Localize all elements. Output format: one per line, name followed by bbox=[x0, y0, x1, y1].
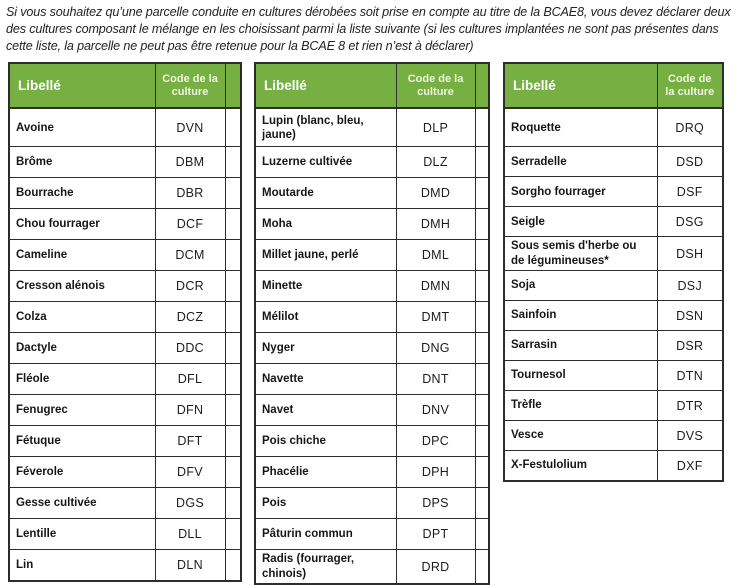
crop-code: DGS bbox=[155, 488, 225, 519]
crop-code: DMN bbox=[396, 271, 475, 302]
table-row bbox=[504, 207, 723, 237]
spacer-cell bbox=[225, 519, 241, 550]
table-row bbox=[255, 333, 489, 364]
crop-code: DFT bbox=[155, 426, 225, 457]
table-row bbox=[255, 147, 489, 178]
table-row bbox=[9, 426, 241, 457]
table-row bbox=[255, 178, 489, 209]
crop-label: Roquette bbox=[504, 108, 657, 147]
crop-label: Vesce bbox=[504, 421, 657, 451]
spacer-cell bbox=[225, 550, 241, 582]
header-row bbox=[504, 63, 723, 108]
crop-label: Fléole bbox=[9, 364, 155, 395]
spacer-cell bbox=[225, 488, 241, 519]
spacer-cell bbox=[225, 178, 241, 209]
crop-label: Radis (fourrager, chinois) bbox=[255, 550, 396, 584]
crop-code: DLL bbox=[155, 519, 225, 550]
crop-codes-table-1 bbox=[8, 62, 242, 582]
table-row bbox=[9, 550, 241, 582]
table-row bbox=[9, 333, 241, 364]
column-header-spacer bbox=[225, 63, 241, 108]
table-row bbox=[255, 240, 489, 271]
crop-label: Minette bbox=[255, 271, 396, 302]
crop-label: Chou fourrager bbox=[9, 209, 155, 240]
table-row bbox=[504, 361, 723, 391]
crop-label: Gesse cultivée bbox=[9, 488, 155, 519]
column-header-code: Code de la culture bbox=[396, 63, 475, 108]
spacer-cell bbox=[225, 457, 241, 488]
crop-code: DNV bbox=[396, 395, 475, 426]
crop-label: Cresson alénois bbox=[9, 271, 155, 302]
crop-codes-table-3 bbox=[503, 62, 724, 482]
table-row bbox=[504, 451, 723, 482]
column-header-code: Code de la culture bbox=[657, 63, 723, 108]
crop-label: Luzerne cultivée bbox=[255, 147, 396, 178]
table-row bbox=[9, 457, 241, 488]
table-row bbox=[504, 301, 723, 331]
table-row bbox=[9, 488, 241, 519]
spacer-cell bbox=[475, 240, 489, 271]
crop-label: Cameline bbox=[9, 240, 155, 271]
crop-label: Seigle bbox=[504, 207, 657, 237]
spacer-cell bbox=[225, 240, 241, 271]
spacer-cell bbox=[225, 333, 241, 364]
table-row bbox=[9, 178, 241, 209]
crop-code: DCZ bbox=[155, 302, 225, 333]
table-row bbox=[9, 147, 241, 178]
crop-label: Avoine bbox=[9, 108, 155, 147]
table-row bbox=[255, 550, 489, 584]
spacer-cell bbox=[225, 209, 241, 240]
crop-code: DRQ bbox=[657, 108, 723, 147]
table-row bbox=[255, 302, 489, 333]
crop-code: DPT bbox=[396, 519, 475, 550]
column-header-code: Code de la culture bbox=[155, 63, 225, 108]
table-row bbox=[255, 426, 489, 457]
table-row bbox=[255, 271, 489, 302]
crop-code: DMD bbox=[396, 178, 475, 209]
spacer-cell bbox=[475, 426, 489, 457]
spacer-cell bbox=[225, 302, 241, 333]
crop-label: Moha bbox=[255, 209, 396, 240]
spacer-cell bbox=[225, 395, 241, 426]
crop-code: DLZ bbox=[396, 147, 475, 178]
crop-code: DPC bbox=[396, 426, 475, 457]
spacer-cell bbox=[475, 178, 489, 209]
crop-label: Navette bbox=[255, 364, 396, 395]
crop-code: DCR bbox=[155, 271, 225, 302]
table-row bbox=[9, 108, 241, 147]
intro-text: Si vous souhaitez qu’une parcelle conduite en cultures dérobées soit prise en compte au titre de la BCAE8, vous devez déclarer deux des cultures composant le mélange en les choisissant parmi la liste suivante (si les cultures implantées ne sont pas présentes dans cette liste, la parcelle ne peut pas être retenue pour la BCAE 8 et rien n’est à déclarer) bbox=[6, 5, 731, 54]
spacer-cell bbox=[225, 108, 241, 147]
table-row bbox=[9, 240, 241, 271]
crop-label: Mélilot bbox=[255, 302, 396, 333]
spacer-cell bbox=[475, 333, 489, 364]
spacer-cell bbox=[225, 426, 241, 457]
crop-label: Lin bbox=[9, 550, 155, 582]
crop-label: Soja bbox=[504, 271, 657, 301]
table-row bbox=[9, 395, 241, 426]
crop-label: Moutarde bbox=[255, 178, 396, 209]
crop-label: Lupin (blanc, bleu, jaune) bbox=[255, 108, 396, 147]
spacer-cell bbox=[225, 147, 241, 178]
crop-code: DCF bbox=[155, 209, 225, 240]
crop-code: DCM bbox=[155, 240, 225, 271]
table-row bbox=[504, 147, 723, 177]
crop-label: Millet jaune, perlé bbox=[255, 240, 396, 271]
crop-label: Colza bbox=[9, 302, 155, 333]
spacer-cell bbox=[225, 364, 241, 395]
table-row bbox=[255, 488, 489, 519]
header-row bbox=[255, 63, 489, 108]
crop-code: DMT bbox=[396, 302, 475, 333]
spacer-cell bbox=[475, 488, 489, 519]
table-row bbox=[9, 519, 241, 550]
table-row bbox=[504, 331, 723, 361]
table-row bbox=[9, 271, 241, 302]
spacer-cell bbox=[475, 550, 489, 584]
crop-code: DSN bbox=[657, 301, 723, 331]
crop-code: DSH bbox=[657, 237, 723, 271]
table-row bbox=[9, 209, 241, 240]
table-row bbox=[504, 391, 723, 421]
crop-label: Phacélie bbox=[255, 457, 396, 488]
spacer-cell bbox=[475, 364, 489, 395]
crop-code: DDC bbox=[155, 333, 225, 364]
table-row bbox=[504, 177, 723, 207]
crop-code: DVN bbox=[155, 108, 225, 147]
table-row bbox=[255, 395, 489, 426]
crop-label: Fenugrec bbox=[9, 395, 155, 426]
crop-code: DBM bbox=[155, 147, 225, 178]
table-row bbox=[9, 364, 241, 395]
table-row bbox=[255, 108, 489, 147]
spacer-cell bbox=[475, 271, 489, 302]
crop-label: Nyger bbox=[255, 333, 396, 364]
crop-label: Sainfoin bbox=[504, 301, 657, 331]
spacer-cell bbox=[475, 147, 489, 178]
crop-code: DNG bbox=[396, 333, 475, 364]
header-row bbox=[9, 63, 241, 108]
crop-code: DBR bbox=[155, 178, 225, 209]
crop-code: DMH bbox=[396, 209, 475, 240]
crop-label: Pois chiche bbox=[255, 426, 396, 457]
crop-label: Pâturin commun bbox=[255, 519, 396, 550]
table-row bbox=[9, 302, 241, 333]
crop-code: DXF bbox=[657, 451, 723, 482]
table-row bbox=[504, 237, 723, 271]
crop-label: Tournesol bbox=[504, 361, 657, 391]
crop-label: Fétuque bbox=[9, 426, 155, 457]
crop-label: Trèfle bbox=[504, 391, 657, 421]
table-row bbox=[504, 271, 723, 301]
crop-label: Serradelle bbox=[504, 147, 657, 177]
crop-label: Dactyle bbox=[9, 333, 155, 364]
table-row bbox=[255, 209, 489, 240]
crop-code: DFL bbox=[155, 364, 225, 395]
crop-code: DSF bbox=[657, 177, 723, 207]
column-header-libelle: Libellé bbox=[504, 63, 657, 108]
crop-label: Lentille bbox=[9, 519, 155, 550]
table-row bbox=[255, 457, 489, 488]
crop-code: DTN bbox=[657, 361, 723, 391]
crop-label: Sarrasin bbox=[504, 331, 657, 361]
crop-code: DPS bbox=[396, 488, 475, 519]
crop-code: DVS bbox=[657, 421, 723, 451]
crop-label: Sorgho fourrager bbox=[504, 177, 657, 207]
table-row bbox=[255, 364, 489, 395]
crop-code: DSD bbox=[657, 147, 723, 177]
crop-label: Pois bbox=[255, 488, 396, 519]
spacer-cell bbox=[475, 519, 489, 550]
crop-code: DFN bbox=[155, 395, 225, 426]
crop-label: X-Festulolium bbox=[504, 451, 657, 482]
crop-code: DSJ bbox=[657, 271, 723, 301]
crop-label: Féverole bbox=[9, 457, 155, 488]
spacer-cell bbox=[475, 302, 489, 333]
crop-label: Bourrache bbox=[9, 178, 155, 209]
crop-code: DRD bbox=[396, 550, 475, 584]
crop-code: DLN bbox=[155, 550, 225, 582]
crop-label: Navet bbox=[255, 395, 396, 426]
table-row bbox=[504, 108, 723, 147]
crop-code: DTR bbox=[657, 391, 723, 421]
column-header-spacer bbox=[475, 63, 489, 108]
crop-label: Brôme bbox=[9, 147, 155, 178]
crop-code: DSR bbox=[657, 331, 723, 361]
crop-label: Sous semis d'herbe ou de légumineuses* bbox=[504, 237, 657, 271]
spacer-cell bbox=[475, 457, 489, 488]
spacer-cell bbox=[225, 271, 241, 302]
table-row bbox=[504, 421, 723, 451]
crop-code: DFV bbox=[155, 457, 225, 488]
spacer-cell bbox=[475, 108, 489, 147]
column-header-libelle: Libellé bbox=[9, 63, 155, 108]
document-page bbox=[0, 4, 738, 580]
crop-code: DML bbox=[396, 240, 475, 271]
crop-code: DNT bbox=[396, 364, 475, 395]
column-header-libelle: Libellé bbox=[255, 63, 396, 108]
crop-code: DSG bbox=[657, 207, 723, 237]
crop-code: DPH bbox=[396, 457, 475, 488]
spacer-cell bbox=[475, 395, 489, 426]
crop-code: DLP bbox=[396, 108, 475, 147]
spacer-cell bbox=[475, 209, 489, 240]
table-row bbox=[255, 519, 489, 550]
